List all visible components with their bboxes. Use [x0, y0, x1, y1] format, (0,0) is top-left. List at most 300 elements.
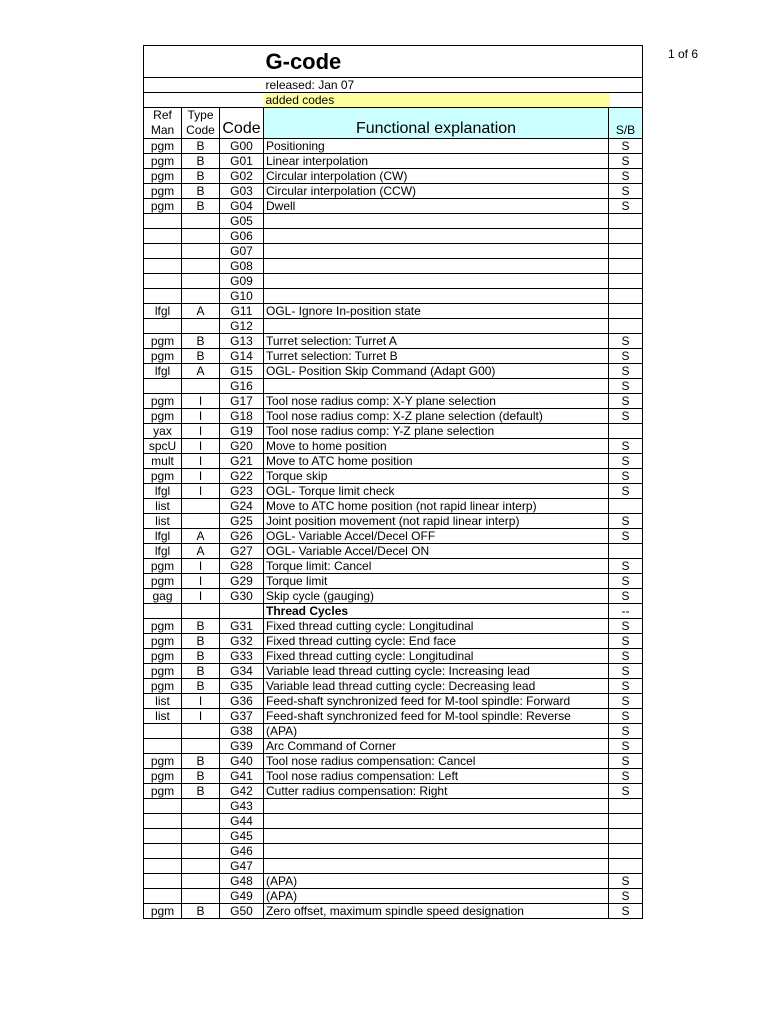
cell-sb: S — [609, 634, 643, 649]
table-row — [144, 259, 643, 274]
cell-functional-explanation: Skip cycle (gauging) — [264, 589, 609, 604]
cell-sb — [609, 289, 643, 304]
table-row — [144, 544, 643, 559]
cell-type-code: B — [182, 649, 220, 664]
header-ref-man: Ref Man — [144, 108, 182, 139]
cell-ref-man — [144, 214, 182, 229]
cell-functional-explanation: Tool nose radius comp: Y-Z plane selection — [264, 424, 609, 439]
cell-code: G30 — [220, 589, 264, 604]
cell-sb: S — [609, 724, 643, 739]
cell-code: G18 — [220, 409, 264, 424]
cell-ref-man — [144, 289, 182, 304]
cell-type-code: I — [182, 574, 220, 589]
cell-functional-explanation: (APA) — [264, 889, 609, 904]
cell-type-code: B — [182, 904, 220, 919]
table-row — [144, 319, 643, 334]
cell-code: G20 — [220, 439, 264, 454]
cell-ref-man — [144, 889, 182, 904]
cell-type-code: B — [182, 199, 220, 214]
cell-type-code — [182, 859, 220, 874]
cell-functional-explanation: Torque limit: Cancel — [264, 559, 609, 574]
cell-functional-explanation: Variable lead thread cutting cycle: Decreasing lead — [264, 679, 609, 694]
cell-sb — [609, 274, 643, 289]
cell-type-code: B — [182, 184, 220, 199]
cell-functional-explanation: Arc Command of Corner — [264, 739, 609, 754]
cell-ref-man — [144, 814, 182, 829]
cell-ref-man — [144, 229, 182, 244]
cell-code: G39 — [220, 739, 264, 754]
table-row — [144, 589, 643, 604]
cell-ref-man — [144, 274, 182, 289]
cell-functional-explanation: OGL- Variable Accel/Decel OFF — [264, 529, 609, 544]
table-row — [144, 604, 643, 619]
header-functional-explanation: Functional explanation — [264, 108, 609, 139]
cell-sb: S — [609, 754, 643, 769]
cell-code: G45 — [220, 829, 264, 844]
cell-type-code — [182, 244, 220, 259]
cell-ref-man: spcU — [144, 439, 182, 454]
cell-type-code — [182, 604, 220, 619]
cell-type-code: B — [182, 139, 220, 154]
cell-type-code: B — [182, 334, 220, 349]
cell-code: G38 — [220, 724, 264, 739]
cell-ref-man: pgm — [144, 394, 182, 409]
cell-type-code: B — [182, 664, 220, 679]
table-row — [144, 499, 643, 514]
table-row — [144, 364, 643, 379]
cell-functional-explanation: Fixed thread cutting cycle: Longitudinal — [264, 619, 609, 634]
cell-type-code: A — [182, 304, 220, 319]
cell-functional-explanation: (APA) — [264, 724, 609, 739]
cell-ref-man — [144, 604, 182, 619]
cell-ref-man: pgm — [144, 574, 182, 589]
cell-ref-man: pgm — [144, 139, 182, 154]
cell-functional-explanation: Turret selection: Turret B — [264, 349, 609, 364]
header-row — [144, 108, 643, 139]
cell-code: G36 — [220, 694, 264, 709]
table-row — [144, 844, 643, 859]
cell-code: G43 — [220, 799, 264, 814]
table-row — [144, 394, 643, 409]
cell-ref-man: mult — [144, 454, 182, 469]
cell-sb — [609, 214, 643, 229]
added-codes-label: added codes — [264, 93, 609, 108]
cell-code: G49 — [220, 889, 264, 904]
cell-code: G47 — [220, 859, 264, 874]
cell-type-code: B — [182, 349, 220, 364]
cell-sb: S — [609, 649, 643, 664]
cell-code — [220, 604, 264, 619]
cell-type-code: I — [182, 589, 220, 604]
cell-code: G08 — [220, 259, 264, 274]
cell-ref-man: pgm — [144, 769, 182, 784]
cell-code: G09 — [220, 274, 264, 289]
table-row — [144, 889, 643, 904]
table-row — [144, 424, 643, 439]
cell-sb: S — [609, 784, 643, 799]
cell-sb: S — [609, 559, 643, 574]
cell-sb: S — [609, 484, 643, 499]
cell-sb — [609, 229, 643, 244]
cell-functional-explanation: Feed-shaft synchronized feed for M-tool spindle: Forward — [264, 694, 609, 709]
cell-code: G19 — [220, 424, 264, 439]
cell-sb — [609, 304, 643, 319]
page-number: 1 of 6 — [668, 47, 699, 61]
cell-sb: S — [609, 364, 643, 379]
cell-code: G22 — [220, 469, 264, 484]
cell-type-code — [182, 514, 220, 529]
cell-functional-explanation: Tool nose radius compensation: Left — [264, 769, 609, 784]
cell-code: G14 — [220, 349, 264, 364]
table-row — [144, 214, 643, 229]
table-row — [144, 139, 643, 154]
cell-sb — [609, 814, 643, 829]
cell-ref-man: pgm — [144, 169, 182, 184]
cell-functional-explanation — [264, 379, 609, 394]
cell-type-code: B — [182, 169, 220, 184]
cell-ref-man: list — [144, 499, 182, 514]
cell-ref-man: pgm — [144, 619, 182, 634]
cell-type-code — [182, 259, 220, 274]
table-row — [144, 649, 643, 664]
table-row — [144, 529, 643, 544]
cell-functional-explanation: Cutter radius compensation: Right — [264, 784, 609, 799]
cell-sb: S — [609, 709, 643, 724]
table-row — [144, 154, 643, 169]
cell-code: G50 — [220, 904, 264, 919]
cell-ref-man: list — [144, 514, 182, 529]
cell-sb: S — [609, 589, 643, 604]
cell-code: G35 — [220, 679, 264, 694]
cell-functional-explanation — [264, 214, 609, 229]
cell-type-code — [182, 829, 220, 844]
table-row — [144, 439, 643, 454]
cell-sb: S — [609, 199, 643, 214]
cell-functional-explanation: Joint position movement (not rapid linear interp) — [264, 514, 609, 529]
table-row — [144, 619, 643, 634]
table-row — [144, 379, 643, 394]
cell-ref-man: pgm — [144, 334, 182, 349]
cell-functional-explanation: Linear interpolation — [264, 154, 609, 169]
cell-functional-explanation — [264, 799, 609, 814]
cell-sb: S — [609, 139, 643, 154]
cell-type-code: B — [182, 619, 220, 634]
cell-sb: S — [609, 379, 643, 394]
cell-sb: S — [609, 574, 643, 589]
cell-functional-explanation: OGL- Torque limit check — [264, 484, 609, 499]
table-row — [144, 349, 643, 364]
cell-sb: S — [609, 169, 643, 184]
cell-code: G07 — [220, 244, 264, 259]
table-row — [144, 754, 643, 769]
cell-sb: S — [609, 679, 643, 694]
cell-type-code: I — [182, 694, 220, 709]
cell-ref-man — [144, 259, 182, 274]
cell-type-code: I — [182, 424, 220, 439]
cell-functional-explanation: Turret selection: Turret A — [264, 334, 609, 349]
cell-sb: S — [609, 874, 643, 889]
cell-type-code — [182, 844, 220, 859]
cell-functional-explanation: Positioning — [264, 139, 609, 154]
table-row — [144, 634, 643, 649]
cell-functional-explanation: Torque skip — [264, 469, 609, 484]
cell-functional-explanation — [264, 289, 609, 304]
cell-functional-explanation: Variable lead thread cutting cycle: Increasing lead — [264, 664, 609, 679]
cell-ref-man: pgm — [144, 784, 182, 799]
table-row — [144, 334, 643, 349]
cell-type-code — [182, 814, 220, 829]
cell-code: G05 — [220, 214, 264, 229]
cell-code: G37 — [220, 709, 264, 724]
cell-type-code — [182, 319, 220, 334]
cell-code: G26 — [220, 529, 264, 544]
released-label: released: Jan 07 — [264, 78, 643, 93]
cell-sb: S — [609, 514, 643, 529]
gcode-table — [143, 45, 643, 919]
cell-sb: S — [609, 439, 643, 454]
cell-ref-man: pgm — [144, 184, 182, 199]
cell-functional-explanation: Torque limit — [264, 574, 609, 589]
cell-sb: S — [609, 469, 643, 484]
cell-functional-explanation: Tool nose radius compensation: Cancel — [264, 754, 609, 769]
cell-type-code: B — [182, 154, 220, 169]
table-row — [144, 274, 643, 289]
cell-ref-man: lfgl — [144, 529, 182, 544]
cell-functional-explanation: Thread Cycles — [264, 604, 609, 619]
cell-ref-man — [144, 874, 182, 889]
table-row — [144, 664, 643, 679]
cell-sb: S — [609, 739, 643, 754]
cell-ref-man: lfgl — [144, 544, 182, 559]
cell-type-code — [182, 214, 220, 229]
cell-sb — [609, 259, 643, 274]
cell-functional-explanation — [264, 319, 609, 334]
cell-functional-explanation: OGL- Variable Accel/Decel ON — [264, 544, 609, 559]
cell-type-code — [182, 274, 220, 289]
cell-ref-man — [144, 724, 182, 739]
table-row — [144, 229, 643, 244]
header-sb: S/B — [609, 108, 643, 139]
cell-code: G21 — [220, 454, 264, 469]
cell-functional-explanation: Dwell — [264, 199, 609, 214]
cell-sb — [609, 859, 643, 874]
cell-code: G01 — [220, 154, 264, 169]
cell-functional-explanation — [264, 814, 609, 829]
cell-code: G31 — [220, 619, 264, 634]
cell-sb — [609, 499, 643, 514]
cell-type-code — [182, 289, 220, 304]
table-row — [144, 694, 643, 709]
cell-sb: S — [609, 904, 643, 919]
table-row — [144, 814, 643, 829]
cell-type-code: I — [182, 469, 220, 484]
cell-code: G23 — [220, 484, 264, 499]
table-row — [144, 904, 643, 919]
cell-functional-explanation: Fixed thread cutting cycle: End face — [264, 634, 609, 649]
cell-functional-explanation: Move to ATC home position — [264, 454, 609, 469]
cell-code: G16 — [220, 379, 264, 394]
cell-ref-man — [144, 844, 182, 859]
cell-functional-explanation: (APA) — [264, 874, 609, 889]
cell-code: G34 — [220, 664, 264, 679]
cell-functional-explanation: Circular interpolation (CCW) — [264, 184, 609, 199]
cell-functional-explanation — [264, 259, 609, 274]
cell-type-code: I — [182, 409, 220, 424]
cell-type-code — [182, 229, 220, 244]
cell-code: G17 — [220, 394, 264, 409]
table-row — [144, 454, 643, 469]
cell-code: G02 — [220, 169, 264, 184]
cell-functional-explanation: Circular interpolation (CW) — [264, 169, 609, 184]
cell-type-code: I — [182, 484, 220, 499]
cell-ref-man — [144, 829, 182, 844]
cell-type-code: B — [182, 784, 220, 799]
table-row — [144, 484, 643, 499]
cell-ref-man — [144, 739, 182, 754]
cell-code: G27 — [220, 544, 264, 559]
table-row — [144, 679, 643, 694]
cell-type-code: B — [182, 634, 220, 649]
cell-type-code: I — [182, 559, 220, 574]
table-row — [144, 469, 643, 484]
cell-type-code — [182, 889, 220, 904]
cell-ref-man: pgm — [144, 559, 182, 574]
cell-ref-man: pgm — [144, 634, 182, 649]
cell-code: G00 — [220, 139, 264, 154]
cell-code: G06 — [220, 229, 264, 244]
header-code: Code — [220, 108, 264, 139]
cell-sb: S — [609, 154, 643, 169]
cell-sb — [609, 319, 643, 334]
cell-ref-man: lfgl — [144, 484, 182, 499]
table-row — [144, 859, 643, 874]
cell-ref-man: gag — [144, 589, 182, 604]
cell-ref-man: pgm — [144, 679, 182, 694]
cell-sb: S — [609, 664, 643, 679]
cell-code: G04 — [220, 199, 264, 214]
cell-ref-man: list — [144, 694, 182, 709]
table-row — [144, 559, 643, 574]
table-row — [144, 409, 643, 424]
cell-sb — [609, 544, 643, 559]
table-row — [144, 289, 643, 304]
cell-functional-explanation: OGL- Position Skip Command (Adapt G00) — [264, 364, 609, 379]
cell-functional-explanation: Tool nose radius comp: X-Z plane selection (default) — [264, 409, 609, 424]
cell-sb — [609, 844, 643, 859]
cell-type-code — [182, 724, 220, 739]
table-row — [144, 829, 643, 844]
cell-type-code: B — [182, 679, 220, 694]
table-row — [144, 514, 643, 529]
cell-type-code — [182, 739, 220, 754]
cell-type-code: A — [182, 364, 220, 379]
table-row — [144, 304, 643, 319]
cell-type-code: I — [182, 394, 220, 409]
cell-code: G41 — [220, 769, 264, 784]
cell-ref-man — [144, 379, 182, 394]
cell-sb: S — [609, 529, 643, 544]
cell-sb — [609, 244, 643, 259]
cell-sb: S — [609, 619, 643, 634]
cell-code: G25 — [220, 514, 264, 529]
cell-sb: S — [609, 694, 643, 709]
cell-sb: S — [609, 454, 643, 469]
table-row — [144, 739, 643, 754]
cell-code: G03 — [220, 184, 264, 199]
cell-ref-man — [144, 799, 182, 814]
cell-type-code — [182, 799, 220, 814]
cell-code: G24 — [220, 499, 264, 514]
cell-ref-man: pgm — [144, 754, 182, 769]
cell-sb: S — [609, 889, 643, 904]
table-row — [144, 769, 643, 784]
cell-code: G11 — [220, 304, 264, 319]
cell-functional-explanation: OGL- Ignore In-position state — [264, 304, 609, 319]
cell-type-code: I — [182, 439, 220, 454]
cell-type-code: B — [182, 769, 220, 784]
cell-sb: S — [609, 334, 643, 349]
cell-sb: S — [609, 184, 643, 199]
table-row — [144, 724, 643, 739]
cell-ref-man: yax — [144, 424, 182, 439]
cell-functional-explanation: Move to home position — [264, 439, 609, 454]
cell-ref-man: lfgl — [144, 304, 182, 319]
cell-type-code: A — [182, 544, 220, 559]
table-row — [144, 709, 643, 724]
cell-functional-explanation — [264, 859, 609, 874]
cell-sb: S — [609, 349, 643, 364]
cell-type-code — [182, 874, 220, 889]
table-row — [144, 244, 643, 259]
cell-sb — [609, 424, 643, 439]
added-codes-row — [144, 93, 643, 108]
cell-code: G46 — [220, 844, 264, 859]
cell-code: G29 — [220, 574, 264, 589]
cell-code: G10 — [220, 289, 264, 304]
cell-type-code: I — [182, 709, 220, 724]
table-row — [144, 799, 643, 814]
cell-type-code — [182, 379, 220, 394]
cell-code: G42 — [220, 784, 264, 799]
cell-code: G44 — [220, 814, 264, 829]
table-row — [144, 784, 643, 799]
released-row — [144, 78, 643, 93]
cell-ref-man — [144, 244, 182, 259]
cell-functional-explanation: Fixed thread cutting cycle: Longitudinal — [264, 649, 609, 664]
cell-functional-explanation — [264, 229, 609, 244]
page-title: G-code — [265, 48, 342, 74]
cell-type-code: A — [182, 529, 220, 544]
cell-code: G40 — [220, 754, 264, 769]
cell-code: G33 — [220, 649, 264, 664]
cell-code: G13 — [220, 334, 264, 349]
cell-ref-man: pgm — [144, 154, 182, 169]
cell-functional-explanation — [264, 274, 609, 289]
cell-ref-man: pgm — [144, 469, 182, 484]
cell-sb: S — [609, 409, 643, 424]
cell-ref-man: pgm — [144, 409, 182, 424]
cell-functional-explanation — [264, 829, 609, 844]
cell-functional-explanation — [264, 244, 609, 259]
cell-code: G12 — [220, 319, 264, 334]
cell-functional-explanation: Tool nose radius comp: X-Y plane selection — [264, 394, 609, 409]
cell-ref-man: pgm — [144, 349, 182, 364]
cell-functional-explanation: Feed-shaft synchronized feed for M-tool spindle: Reverse — [264, 709, 609, 724]
table-row — [144, 874, 643, 889]
cell-ref-man: pgm — [144, 664, 182, 679]
table-row — [144, 184, 643, 199]
table-row — [144, 199, 643, 214]
